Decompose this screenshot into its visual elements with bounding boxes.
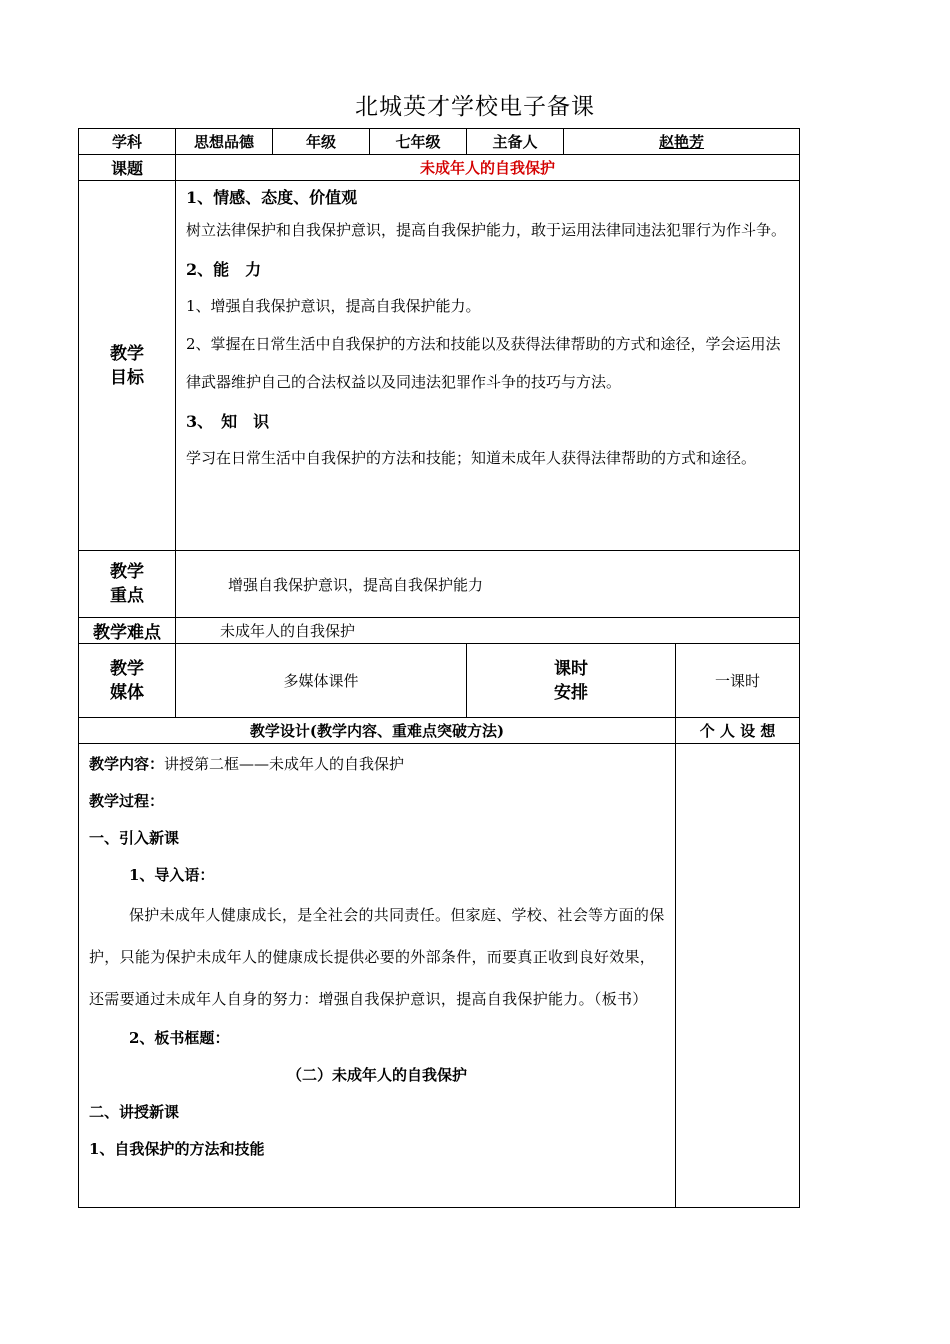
goals-label-line1: 教学 bbox=[110, 343, 144, 364]
goal-paragraph-3: 学习在日常生活中自我保护的方法和技能；知道未成年人获得法律帮助的方式和途径。 bbox=[186, 449, 757, 467]
personal-notes-cell[interactable] bbox=[676, 744, 800, 1208]
intro-text: 保护未成年人健康成长，是全社会的共同责任。但家庭、学校、社会等方面的保护，只能为保护未成年人的健康成长提供必要的外部条件，而要真正收到良好效果，还需要通过未成年人自身的努力：增强自我保护意识，提高自我保护能力。（板书） bbox=[89, 906, 665, 1008]
board-label: 2、板书框题： bbox=[129, 1029, 230, 1047]
media-value: 多媒体课件 bbox=[176, 644, 467, 718]
page-title: 北城英才学校电子备课 bbox=[355, 94, 595, 120]
media-label bbox=[79, 644, 176, 718]
hours-label bbox=[467, 644, 676, 718]
key-points-label-line1: 教学 bbox=[110, 562, 144, 582]
content-line bbox=[89, 746, 665, 783]
process-label: 教学过程： bbox=[89, 792, 165, 810]
media-label-line1: 教学 bbox=[110, 658, 144, 679]
topic-label: 课题 bbox=[79, 155, 176, 181]
goal-paragraph-2b: 2、掌握在日常生活中自我保护的方法和技能以及获得法律帮助的方式和途径，学会运用法律武器维护自己的合法权益以及同违法犯罪作斗争的技巧与方法。 bbox=[186, 335, 781, 391]
difficulty-row bbox=[79, 618, 800, 644]
lesson-plan-table bbox=[78, 128, 800, 1208]
section-new-heading: 二、讲授新课 bbox=[89, 1103, 180, 1121]
content-label: 教学内容： bbox=[89, 755, 165, 773]
difficulty-value: 未成年人的自我保护 bbox=[176, 618, 800, 644]
hours-value: 一课时 bbox=[676, 644, 800, 718]
subsection-heading: 1、自我保护的方法和技能 bbox=[89, 1140, 265, 1158]
goal-heading-3: 3、 知 识 bbox=[186, 412, 270, 431]
key-points-label bbox=[79, 551, 176, 618]
goals-label bbox=[79, 181, 176, 551]
header-row bbox=[79, 129, 800, 155]
grade-value: 七年级 bbox=[370, 129, 467, 155]
preparer-value: 赵艳芳 bbox=[564, 129, 800, 155]
difficulty-label: 教学难点 bbox=[79, 618, 176, 644]
design-header-row bbox=[79, 718, 800, 744]
hours-label-line1: 课时 bbox=[554, 658, 588, 679]
board-title: （二）未成年人的自我保护 bbox=[287, 1066, 468, 1084]
section-intro-heading: 一、引入新课 bbox=[89, 829, 180, 847]
design-content bbox=[79, 744, 676, 1208]
personal-notes-header: 个 人 设 想 bbox=[676, 718, 800, 744]
goal-paragraph-2a: 1、增强自我保护意识，提高自我保护能力。 bbox=[186, 297, 481, 315]
key-points-row bbox=[79, 551, 800, 618]
goals-content bbox=[176, 181, 800, 551]
subject-value: 思想品德 bbox=[176, 129, 273, 155]
subject-label: 学科 bbox=[79, 129, 176, 155]
goal-heading-1: 1、情感、态度、价值观 bbox=[186, 188, 358, 207]
key-points-value: 增强自我保护意识，提高自我保护能力 bbox=[176, 551, 800, 618]
grade-label: 年级 bbox=[273, 129, 370, 155]
media-label-line2: 媒体 bbox=[110, 682, 144, 703]
preparer-label: 主备人 bbox=[467, 129, 564, 155]
goal-heading-2: 2、能 力 bbox=[186, 260, 262, 279]
goals-label-line2: 目标 bbox=[110, 367, 144, 388]
hours-label-line2: 安排 bbox=[554, 682, 588, 703]
design-header: 教学设计(教学内容、重难点突破方法) bbox=[79, 718, 676, 744]
key-points-label-line2: 重点 bbox=[110, 586, 144, 606]
topic-row bbox=[79, 155, 800, 181]
goal-paragraph-1: 树立法律保护和自我保护意识，提高自我保护能力，敢于运用法律同违法犯罪行为作斗争。 bbox=[186, 221, 787, 239]
topic-value: 未成年人的自我保护 bbox=[176, 155, 800, 181]
content-value: 讲授第二框——未成年人的自我保护 bbox=[164, 755, 405, 773]
media-row bbox=[79, 644, 800, 718]
intro-label: 1、导入语： bbox=[129, 866, 215, 884]
design-content-row bbox=[79, 744, 800, 1208]
goals-row bbox=[79, 181, 800, 551]
